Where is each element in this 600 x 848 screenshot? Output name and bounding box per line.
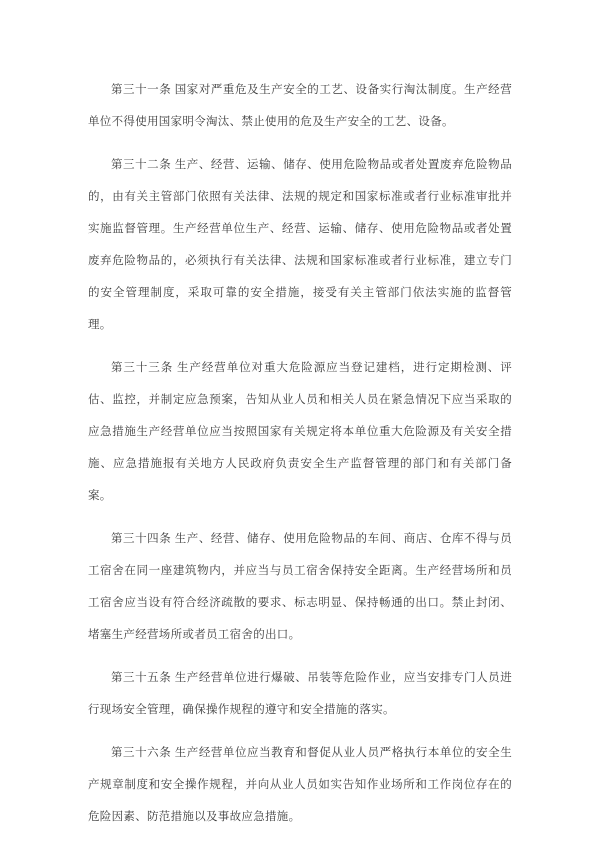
article-31-paragraph: 第三十一条 国家对严重危及生产安全的工艺、设备实行淘汰制度。生产经营单位不得使用国家明令淘汰、禁止使用的危及生产安全的工艺、设备。 xyxy=(88,84,512,128)
article-34-paragraph: 第三十四条 生产、经营、储存、使用危险物品的车间、商店、仓库不得与员工宿舍在同一座建筑物内，并应当与员工宿舍保持安全距离。生产经营场所和员工宿舍应当设有符合经济疏散的要求、标志明显、保持畅通的出口。禁止封闭、堵塞生产经营场所或者员工宿舍的出口。 xyxy=(88,533,512,641)
article-35-paragraph: 第三十五条 生产经营单位进行爆破、吊装等危险作业，应当安排专门人员进行现场安全管理，确保操作规程的遵守和安全措施的落实。 xyxy=(88,672,512,716)
article-32-paragraph: 第三十二条 生产、经营、运输、储存、使用危险物品或者处置废弃危险物品的，由有关主管部门依照有关法律、法规的规定和国家标准或者行业标准审批并实施监督管理。生产经营单位生产、经营、运输、储存、使用危险物品或者处置废弃危险物品的，必须执行有关法律、法规和国家标准或者行业标准，建立专门的安全管理制度，采取可靠的安全措施，接受有关主管部门依法实施的监督管理。 xyxy=(88,159,512,331)
article-36-paragraph: 第三十六条 生产经营单位应当教育和督促从业人员严格执行本单位的安全生产规章制度和安全操作规程，并向从业人员如实告知作业场所和工作岗位存在的危险因素、防范措施以及事故应急措施。 xyxy=(88,747,512,823)
article-33-paragraph: 第三十三条 生产经营单位对重大危险源应当登记建档，进行定期检测、评估、监控，并制定应急预案，告知从业人员和相关人员在紧急情况下应当采取的应急措施生产经营单位应当按照国家有关规定将本单位重大危险源及有关安全措施、应急措施报有关地方人民政府负责安全生产监督管理的部门和有关部门备案。 xyxy=(88,362,512,502)
